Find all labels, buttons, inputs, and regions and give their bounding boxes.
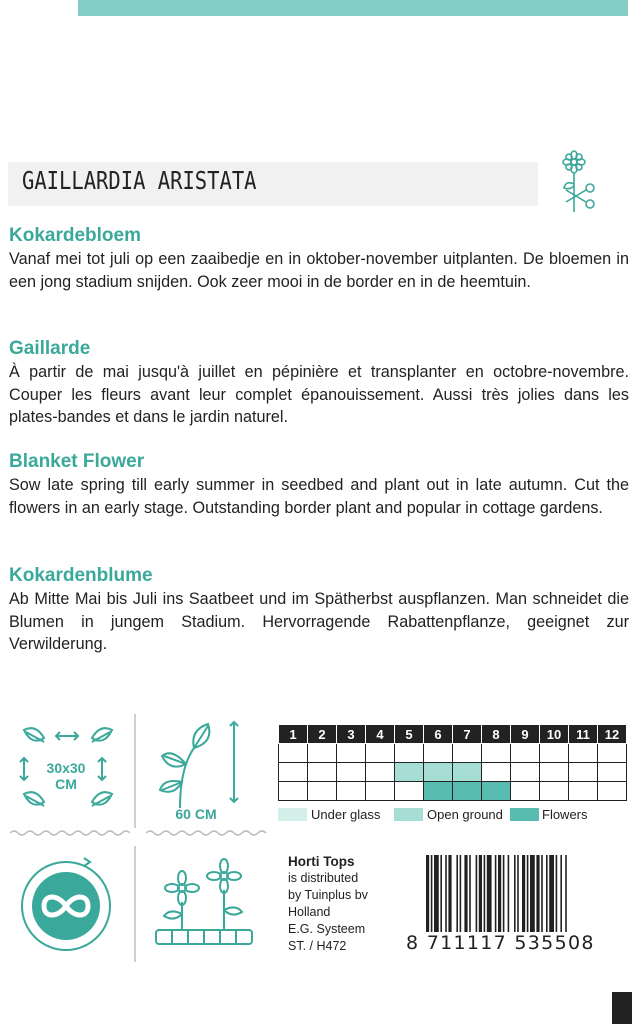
calendar-cell bbox=[279, 763, 308, 782]
calendar-cell bbox=[424, 782, 453, 801]
calendar-cell bbox=[366, 782, 395, 801]
divider bbox=[134, 846, 136, 962]
distributor-line: Holland bbox=[288, 905, 331, 919]
calendar-cell bbox=[511, 763, 540, 782]
month-header: 6 bbox=[424, 725, 453, 744]
month-header: 12 bbox=[598, 725, 627, 744]
distributor-info bbox=[288, 853, 368, 955]
section-body: Vanaf mei tot juli op een zaaibedje en in oktober-november uitplanten. De bloemen in een jong stadium snijden. Ook zeer mooi in de border en in de heemtuin. bbox=[9, 250, 629, 291]
calendar-cell bbox=[308, 744, 337, 763]
calendar-cell bbox=[511, 744, 540, 763]
calendar-cell bbox=[279, 744, 308, 763]
month-header: 4 bbox=[366, 725, 395, 744]
wavy-divider bbox=[146, 829, 268, 837]
calendar-cell bbox=[569, 744, 598, 763]
legend-flowers: Flowers bbox=[542, 807, 588, 822]
section-heading: Gaillarde bbox=[9, 338, 91, 359]
legend-swatch-flowers bbox=[510, 808, 539, 821]
month-header: 1 bbox=[279, 725, 308, 744]
calendar-cell bbox=[453, 763, 482, 782]
calendar-cell bbox=[366, 763, 395, 782]
month-header: 9 bbox=[511, 725, 540, 744]
month-header: 3 bbox=[337, 725, 366, 744]
month-header: 7 bbox=[453, 725, 482, 744]
calendar-cell bbox=[279, 782, 308, 801]
calendar-cell bbox=[540, 782, 569, 801]
calendar-cell bbox=[395, 782, 424, 801]
month-header: 8 bbox=[482, 725, 511, 744]
section-body: Sow late spring till early summer in seedbed and plant out in late autumn. Cut the flowers in an early stage. Outstanding border plant and popular in cottage gardens. bbox=[9, 476, 629, 517]
calendar-legend bbox=[278, 806, 618, 824]
legend-open-ground: Open ground bbox=[427, 807, 503, 822]
calendar-cell bbox=[395, 763, 424, 782]
calendar-row-flowers bbox=[279, 782, 627, 801]
section-body: Ab Mitte Mai bis Juli ins Saatbeet und im Spätherbst auspflanzen. Man schneidet die Blumen in jungem Stadium. Hervorragende Rabattenpflanze, geeignet zur Verwilderung. bbox=[9, 590, 629, 653]
top-color-band bbox=[78, 0, 628, 16]
calendar-cell bbox=[569, 782, 598, 801]
calendar-cell bbox=[337, 782, 366, 801]
corner-marker bbox=[612, 992, 632, 1024]
month-header: 10 bbox=[540, 725, 569, 744]
sowing-calendar bbox=[278, 724, 627, 801]
divider bbox=[134, 714, 136, 828]
section-heading: Blanket Flower bbox=[9, 451, 145, 472]
plant-title: GAILLARDIA ARISTATA bbox=[22, 166, 257, 195]
flower-scissors-icon bbox=[556, 150, 604, 216]
calendar-cell bbox=[337, 763, 366, 782]
calendar-cell bbox=[366, 744, 395, 763]
month-header: 11 bbox=[569, 725, 598, 744]
calendar-cell bbox=[569, 763, 598, 782]
calendar-cell bbox=[482, 782, 511, 801]
calendar-cell bbox=[453, 782, 482, 801]
legend-swatch-open-ground bbox=[394, 808, 423, 821]
height-label: 60 CM bbox=[175, 806, 217, 822]
calendar-row-under-glass bbox=[279, 744, 627, 763]
distributor-line: by Tuinplus bv bbox=[288, 888, 368, 902]
calendar-cell bbox=[308, 782, 337, 801]
section-german bbox=[9, 564, 629, 656]
calendar-cell bbox=[453, 744, 482, 763]
section-french bbox=[9, 337, 629, 429]
distributor-line: E.G. Systeem bbox=[288, 922, 366, 936]
calendar-cell bbox=[308, 763, 337, 782]
month-header: 5 bbox=[395, 725, 424, 744]
calendar-cell bbox=[337, 744, 366, 763]
barcode-number: 8 711117 535508 bbox=[406, 932, 595, 954]
calendar-cell bbox=[598, 744, 627, 763]
wavy-divider bbox=[10, 829, 130, 837]
calendar-cell bbox=[482, 744, 511, 763]
calendar-cell bbox=[395, 744, 424, 763]
section-english bbox=[9, 450, 629, 519]
spacing-label: 30x30 CM bbox=[46, 760, 86, 792]
calendar-row-open-ground bbox=[279, 763, 627, 782]
section-heading: Kokardenblume bbox=[9, 565, 153, 586]
calendar-cell bbox=[598, 763, 627, 782]
distributor-line: ST. / H472 bbox=[288, 939, 347, 953]
distributor-line: is distributed bbox=[288, 871, 359, 885]
section-dutch bbox=[9, 224, 629, 293]
section-heading: Kokardebloem bbox=[9, 225, 141, 246]
section-body: À partir de mai jusqu'à juillet en pépinière et transplanter en octobre-novembre. Couper les fleurs avant leur complet épanouissement. Aussi très jolies dans les plates-bandes et dans le jardin naturel. bbox=[9, 363, 629, 426]
legend-under-glass: Under glass bbox=[311, 807, 381, 822]
calendar-cell bbox=[424, 763, 453, 782]
seedling-tray-icon bbox=[152, 852, 256, 952]
calendar-cell bbox=[540, 744, 569, 763]
calendar-cell bbox=[598, 782, 627, 801]
calendar-cell bbox=[540, 763, 569, 782]
perennial-infinity-icon bbox=[14, 854, 120, 958]
brand-name: Horti Tops bbox=[288, 854, 355, 869]
month-header: 2 bbox=[308, 725, 337, 744]
calendar-cell bbox=[424, 744, 453, 763]
calendar-cell bbox=[482, 763, 511, 782]
calendar-cell bbox=[511, 782, 540, 801]
legend-swatch-under-glass bbox=[278, 808, 307, 821]
plant-height-icon bbox=[150, 718, 250, 810]
